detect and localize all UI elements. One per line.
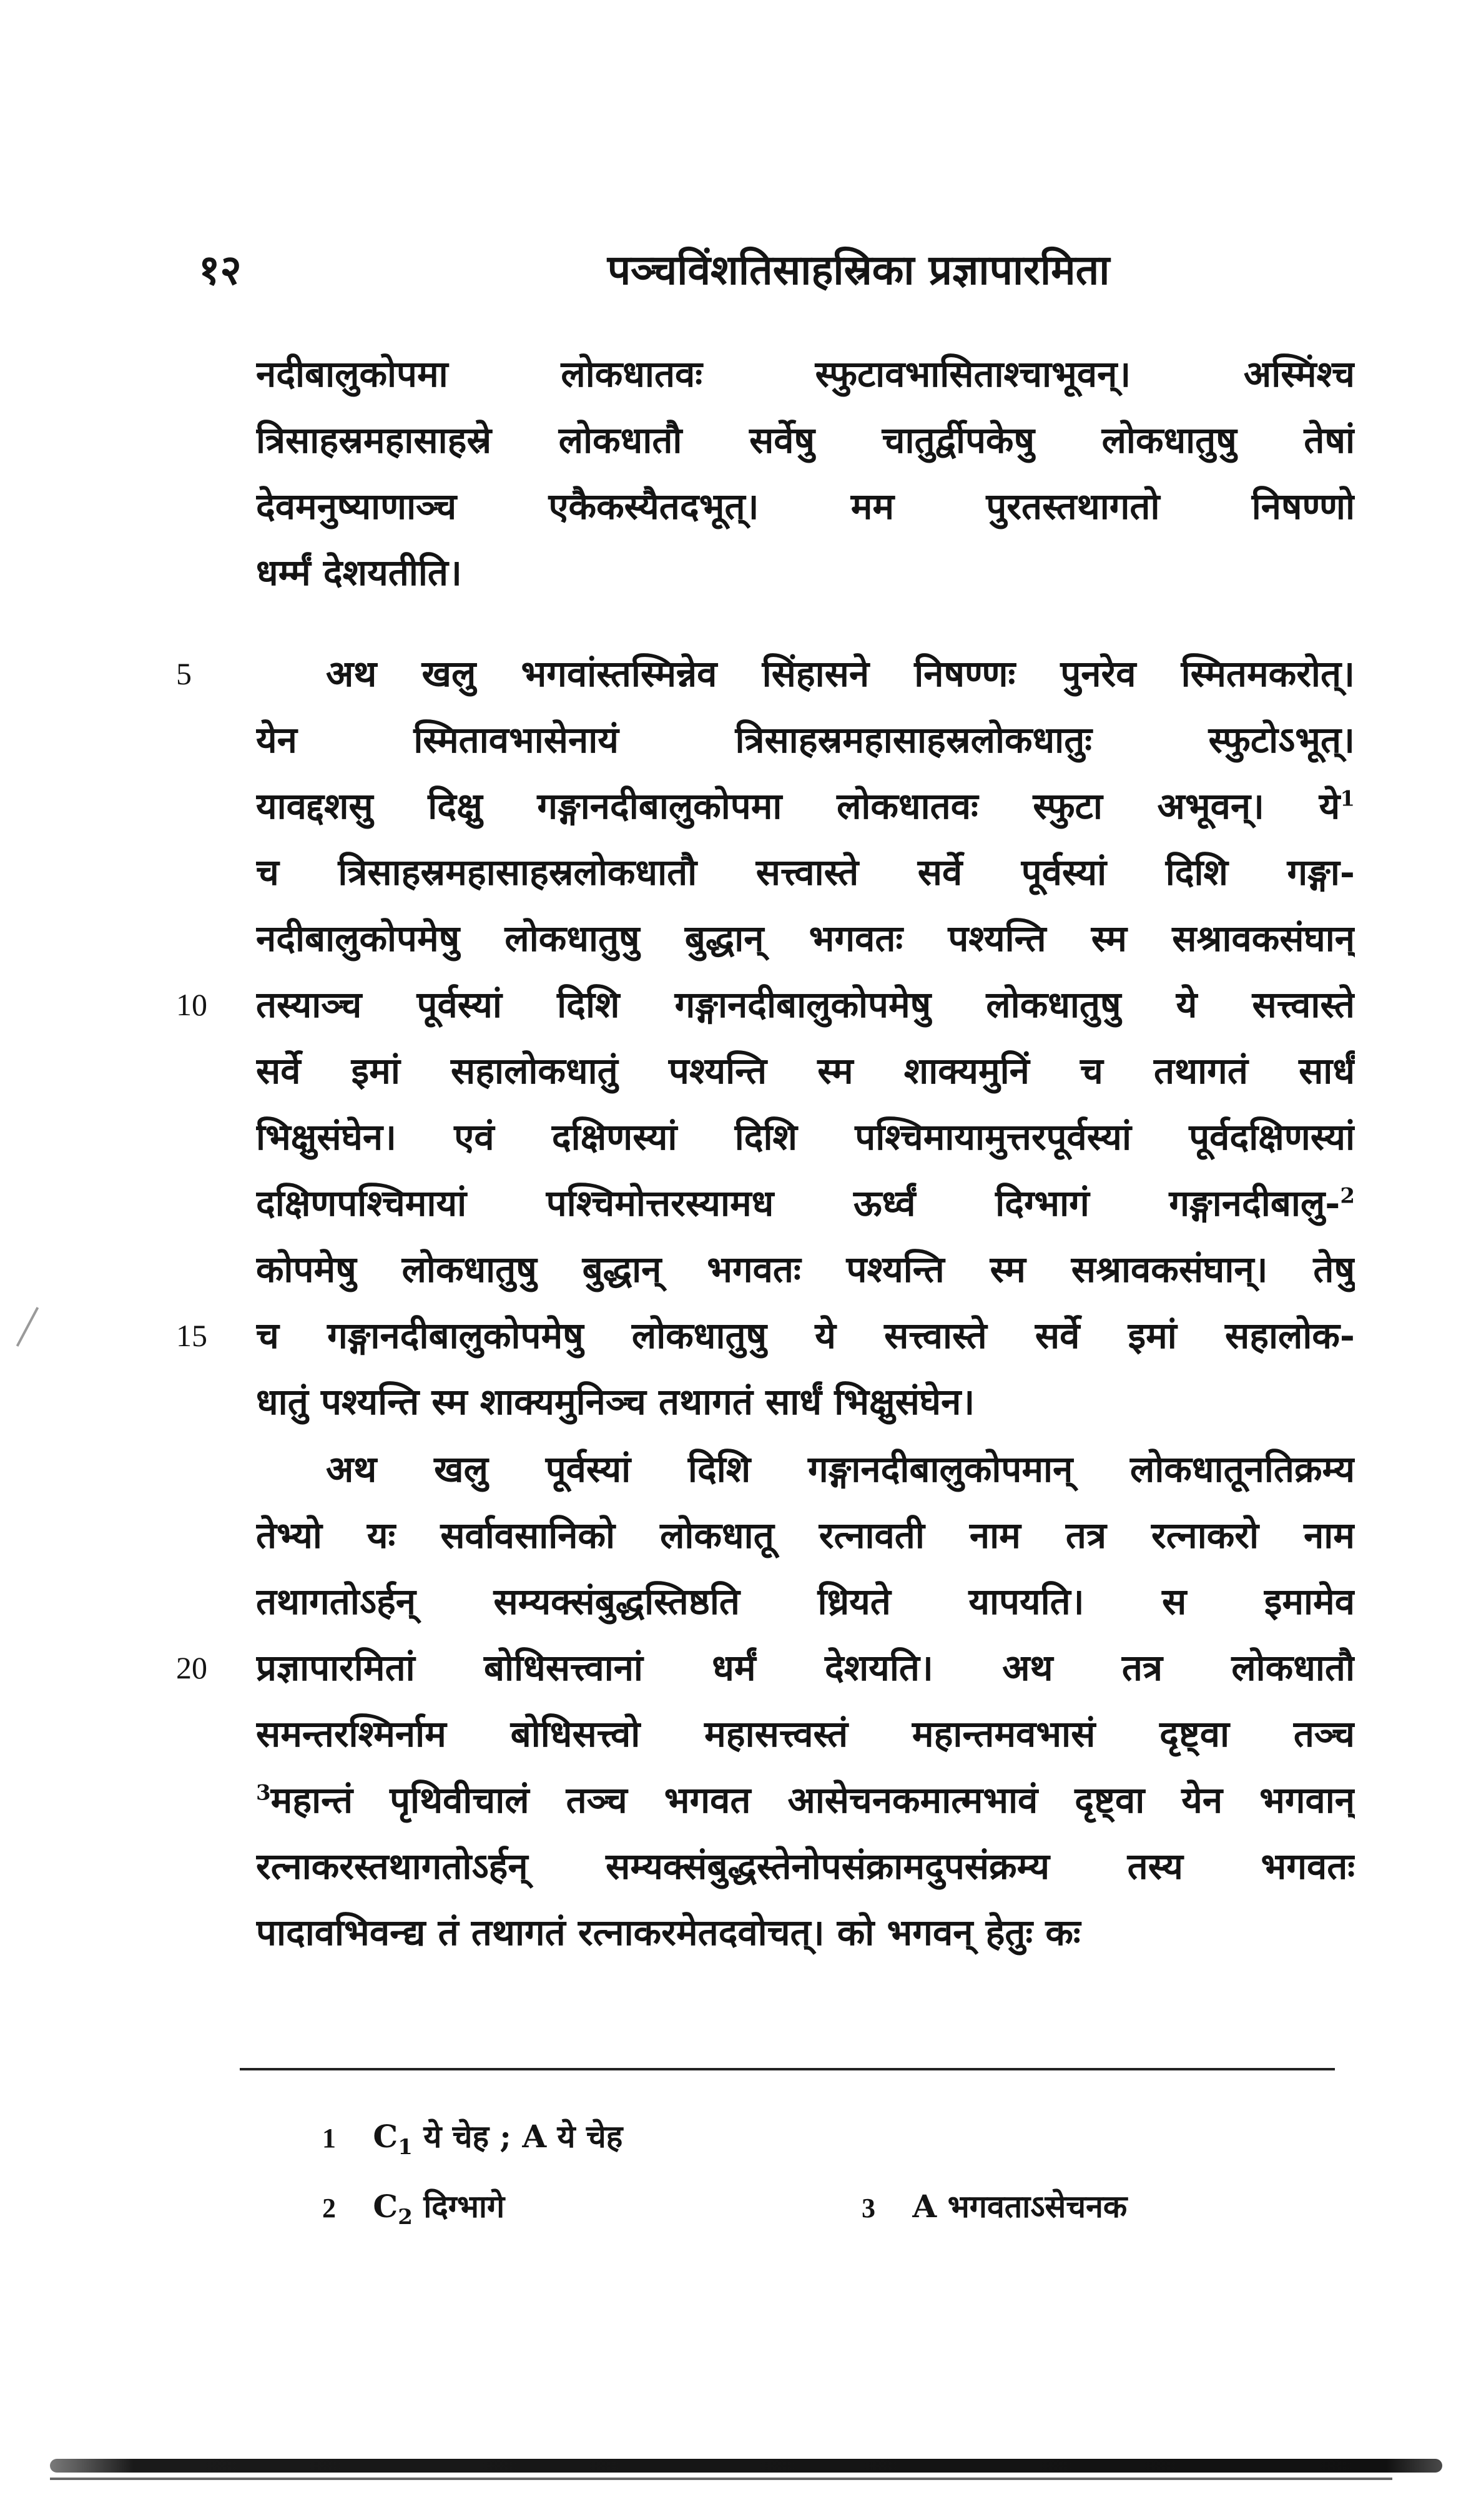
footnote-3-sigla: A — [912, 2188, 937, 2225]
page-number: १२ — [199, 245, 242, 294]
footnote-1-sigla-2: A — [522, 2118, 547, 2155]
text-line-7 — [256, 773, 1355, 839]
text-line-22 — [256, 1767, 1355, 1833]
main-text — [256, 341, 1355, 606]
text-line-9: नदीबालुकोपमेषु लोकधातुषु बुद्धान् भगवतः पश्यन्ति स्म सश्रावकसंघान् — [256, 917, 1355, 960]
footnote-1 — [322, 2112, 622, 2163]
text-line-21: समन्तरश्मिर्नाम बोधिसत्त्वो महासत्त्वस्तं महान्तमवभासं दृष्ट्वा तञ्च — [256, 1713, 1355, 1755]
text-line-7-text: यावद्दशसु दिक्षु गङ्गानदीबालुकोपमा लोकधातवः स्फुटा अभूवन्। ये — [256, 785, 1340, 827]
line-number-20: 20 — [176, 1650, 207, 1685]
text-line-24: पादावभिवन्द्य तं तथागतं रत्नाकरमेतदवोचत्। को भगवन् हेतुः कः — [256, 1911, 1081, 1954]
footnote-rule — [240, 2068, 1335, 2070]
text-line-20: प्रज्ञापारमितां बोधिसत्त्वानां धर्मं देशयति। अथ तत्र लोकधातौ — [256, 1646, 1355, 1689]
footnote-ref-2: 2 — [1340, 1183, 1355, 1209]
text-line-13 — [256, 1170, 1355, 1236]
text-line-14: कोपमेषु लोकधातुषु बुद्धान् भगवतः पश्यन्ति स्म सश्रावकसंघान्। तेषु — [256, 1248, 1355, 1291]
text-line-10: तस्याञ्च पूर्वस्यां दिशि गङ्गानदीबालुकोपमेषु लोकधातुषु ये सत्त्वास्ते — [256, 983, 1355, 1026]
text-line-15: च गङ्गानदीबालुकोपमेषु लोकधातुषु ये सत्त्वास्ते सर्वे इमां सहालोक- — [256, 1314, 1355, 1357]
text-line-2: त्रिसाहस्रमहासाहस्रे लोकधातौ सर्वेषु चातुर्द्वीपकेषु लोकधातुषु तेषां — [256, 419, 1355, 461]
text-line-23: रत्नाकरस्तथागतोऽर्हन् सम्यक्संबुद्धस्तेनोपसंक्रामदुपसंक्रम्य तस्य भगवतः — [256, 1845, 1355, 1888]
text-line-11: सर्वे इमां सहालोकधातुं पश्यन्ति स्म शाक्यमुनिं च तथागतं सार्धं — [256, 1050, 1355, 1092]
text-line-22-text: महान्तं पृथिवीचालं तञ्च भगवत आसेचनकमात्मभावं दृष्ट्वा येन भगवान् — [270, 1779, 1355, 1821]
footnote-1-sigla: C — [373, 2118, 398, 2155]
paragraph-3 — [256, 1436, 1355, 1966]
footnote-1-text: ये चेह ; — [423, 2118, 511, 2155]
footnote-3-number: 3 — [862, 2193, 875, 2223]
footnote-2-sigla-sub: 2 — [398, 2205, 413, 2230]
footnote-2-number: 2 — [322, 2193, 336, 2223]
text-line-8: च त्रिसाहस्रमहासाहस्रलोकधातौ सत्त्वास्ते सर्वे पूर्वस्यां दिशि गङ्गा- — [256, 851, 1355, 893]
text-line-13-text: दक्षिणपश्चिमायां पश्चिमोत्तरस्यामध ऊर्ध्वं दिग्भागं गङ्गानदीबालु- — [256, 1182, 1340, 1224]
text-line-1: नदीबालुकोपमा लोकधातवः स्फुटावभासिताश्चाभूवन्। अस्मिंश्च — [256, 353, 1355, 395]
paragraph-2 — [256, 641, 1355, 1435]
text-line-16: धातुं पश्यन्ति स्म शाक्यमुनिञ्च तथागतं सार्धं भिक्षुसंघेन। — [256, 1381, 975, 1423]
stray-mark — [16, 1307, 39, 1347]
text-line-6: येन स्मितावभासेनायं त्रिसाहस्रमहासाहस्रलोकधातुः स्फुटोऽभूत्। — [256, 719, 1355, 761]
footnote-3-text: भगवताऽसेचनक — [947, 2188, 1128, 2225]
footnote-1-text-2: ये चेह — [557, 2118, 623, 2155]
footnote-2-sigla: C — [373, 2188, 398, 2225]
footnote-1-number: 1 — [322, 2123, 336, 2153]
footnote-3 — [862, 2182, 1127, 2233]
text-line-17: अथ खलु पूर्वस्यां दिशि गङ्गानदीबालुकोपमान् लोकधातूनतिक्रम्य — [326, 1448, 1355, 1490]
footnote-ref-3: 3 — [256, 1780, 271, 1806]
text-line-12: भिक्षुसंघेन। एवं दक्षिणस्यां दिशि पश्चिमायामुत्तरपूर्वस्यां पूर्वदक्षिणस्यां — [256, 1116, 1355, 1158]
line-number-15: 15 — [176, 1318, 207, 1353]
line-number-5: 5 — [176, 656, 192, 691]
text-line-5: अथ खलु भगवांस्तस्मिन्नेव सिंहासने निषण्णः पुनरेव स्मितमकरोत्। — [326, 652, 1355, 695]
footnote-2 — [322, 2182, 504, 2233]
bottom-page-edge-line — [50, 2478, 1392, 2480]
text-line-18: तेभ्यो यः सर्वावसानिको लोकधातू रत्नावती नाम तत्र रत्नाकरो नाम — [256, 1514, 1355, 1557]
text-line-19: तथागतोऽर्हन् सम्यक्संबुद्धस्तिष्ठति ध्रियते यापयति। स इमामेव — [256, 1580, 1355, 1623]
footnote-2-text: दिग्भागे — [423, 2188, 505, 2225]
footnote-ref-1: 1 — [1340, 786, 1355, 812]
line-number-10: 10 — [176, 987, 207, 1022]
text-line-4: धर्म्मं देशयतीति। — [256, 551, 462, 594]
text-line-3: देवमनुष्याणाञ्च एकैकस्यैतदभूत्। मम पुरतस्तथागतो निषण्णो — [256, 485, 1355, 528]
footnote-1-sigla-sub: 1 — [398, 2135, 413, 2160]
bottom-page-edge — [50, 2459, 1442, 2473]
running-title: पञ्चविंशतिसाहस्रिका प्रज्ञापारमिता — [607, 245, 1110, 294]
